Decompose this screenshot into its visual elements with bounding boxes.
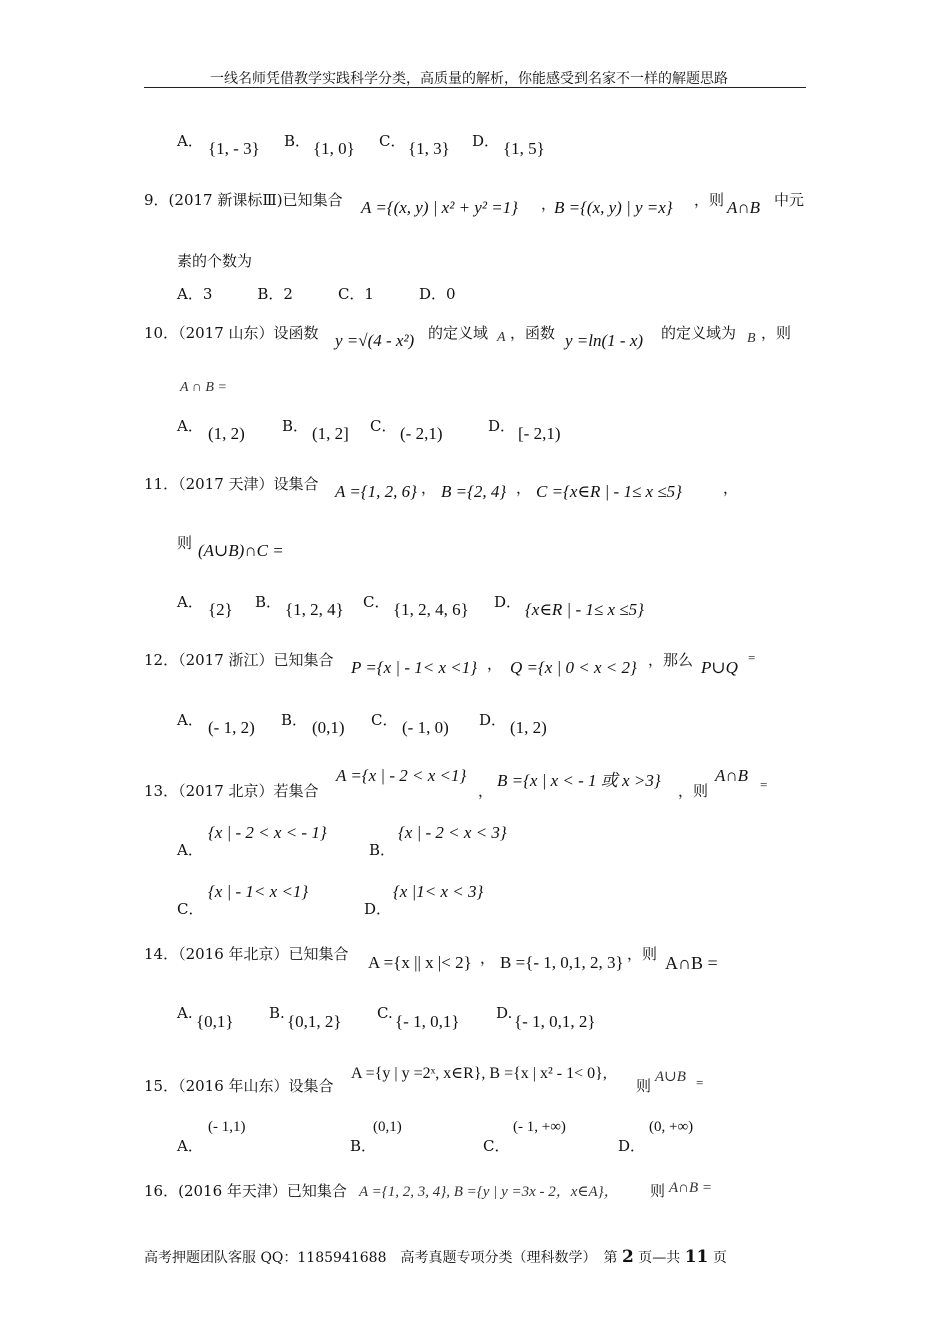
set-b-expr: B ={x | x < - 1 或 x >3} <box>497 771 661 790</box>
choice-a-label: A． <box>177 417 203 435</box>
equals-sign: = <box>760 777 768 792</box>
choice-c-value: {1, 3} <box>408 139 450 158</box>
question-stem: 11．（2017 天津）设集合 <box>144 475 319 493</box>
choice-b-label: B． <box>350 1137 377 1155</box>
choice-d-value: [- 2,1) <box>518 424 561 443</box>
choice-d-value: (0, +∞) <box>649 1119 694 1135</box>
then-text: 则 <box>177 534 193 552</box>
separator: ， <box>480 949 496 967</box>
choice-d-label: D． <box>488 417 516 435</box>
choice-c-value: {1, 2, 4, 6} <box>393 600 469 619</box>
choice-a-label: A． <box>177 711 203 729</box>
choice-d-value: {1, 5} <box>503 139 545 158</box>
choice-c-label: C． <box>379 132 406 150</box>
sets-expr: A ={y | y =2ˣ, x∈R}, B ={x | x² - 1< 0}, <box>351 1065 607 1082</box>
footer-page-number: 2 <box>621 1247 634 1267</box>
separator: ， <box>478 782 494 800</box>
question-ask: A∩B <box>715 766 749 785</box>
set-a-expr: A ={x | - 2 < x <1} <box>336 766 467 785</box>
stem-mid-2: ，函数 <box>510 324 556 342</box>
choice-a-value: {0,1} <box>196 1012 234 1031</box>
separator: ， <box>487 655 503 673</box>
choice-a-label: A． <box>177 132 203 150</box>
separator: ， <box>541 195 557 213</box>
choice-b-label: B． <box>284 132 311 150</box>
function-1-expr: y =√(4 - x²) <box>335 331 415 350</box>
stem-mid-3: 的定义域为 <box>661 324 737 342</box>
choice-a-value: (- 1, 2) <box>208 718 255 737</box>
choice-c-label: C． <box>371 711 398 729</box>
footer-end: 页 <box>712 1250 727 1266</box>
choice-b-value: {0,1, 2} <box>287 1012 342 1031</box>
footer-total-pages: 11 <box>684 1247 709 1267</box>
choice-a-label: A． <box>177 593 203 611</box>
choice-b-label: B. <box>269 1004 285 1022</box>
choice-b-value: (1, 2] <box>312 424 349 443</box>
stem-tail: 中元 <box>774 191 805 209</box>
choice-d-label: D． <box>618 1137 646 1155</box>
choice-a-label: A． <box>177 841 203 859</box>
choice-b-value: {1, 2, 4} <box>285 600 344 619</box>
function-2-expr: y =ln(1 - x) <box>565 331 644 350</box>
set-q-expr: Q ={x | 0 < x < 2} <box>510 658 637 677</box>
header-rule <box>144 87 806 88</box>
equals-sign: = <box>748 650 756 665</box>
choice-b-value: (0,1) <box>373 1119 402 1135</box>
choice-a-value: (1, 2) <box>208 424 245 443</box>
choice-c-label: C. <box>377 1004 393 1022</box>
set-a-expr: A ={x || x |< 2} <box>368 953 472 972</box>
page-footer <box>144 1247 727 1267</box>
then-text: ，则 <box>678 782 709 800</box>
choice-c-label: C． <box>370 417 397 435</box>
set-a-expr: A ={(x, y) | x² + y² =1} <box>361 198 518 217</box>
choice-a-value: (- 1,1) <box>208 1119 246 1135</box>
choice-c-label: C． <box>363 593 390 611</box>
choice-c-label: C． <box>483 1137 510 1155</box>
choice-d-value: {x∈R | - 1≤ x ≤5} <box>525 600 644 619</box>
choice-c-value: {x | - 1< x <1} <box>208 882 309 901</box>
choice-b-value: {1, 0} <box>313 139 355 158</box>
choice-d-value: {- 1, 0,1, 2} <box>514 1012 596 1031</box>
choice-c-value: (- 1, +∞) <box>513 1119 566 1135</box>
set-b-expr: B ={2, 4} <box>441 482 507 501</box>
stem-tail: ，则 <box>761 324 792 342</box>
then-text: 则 <box>636 1077 652 1095</box>
stem-mid-1: 的定义域 <box>428 324 489 342</box>
set-p-expr: P ={x | - 1< x <1} <box>351 658 478 677</box>
question-stem: 10．（2017 山东）设函数 <box>144 324 319 342</box>
intersection-expr: A∩B <box>727 198 761 217</box>
question-ask: (A∪B)∩C = <box>198 541 284 560</box>
question-stem: 15．（2016 年山东）设集合 <box>144 1077 334 1095</box>
question-stem: 12．（2017 浙江）已知集合 <box>144 651 334 669</box>
equals-sign: = <box>696 1075 704 1090</box>
footer-text: 高考押题团队客服 QQ：1185941688 高考真题专项分类（理科数学） 第 <box>144 1250 618 1266</box>
choice-d-value: {x |1< x < 3} <box>393 882 484 901</box>
separator: ， <box>516 479 532 497</box>
question-stem: 16．(2016 年天津）已知集合 <box>144 1182 347 1200</box>
choice-c-label: C． <box>177 900 204 918</box>
choice-d-label: D． <box>364 900 392 918</box>
set-b-expr: B ={(x, y) | y =x} <box>554 198 673 217</box>
set-c-expr: C ={x∈R | - 1≤ x ≤5} <box>536 482 682 501</box>
choice-d-label: D． <box>479 711 507 729</box>
footer-mid: 页—共 <box>638 1250 681 1266</box>
sets-expr: A ={1, 2, 3, 4}, B ={y | y =3x - 2，x∈A}， <box>359 1184 619 1200</box>
choice-b-label: B． <box>369 841 396 859</box>
set-a-expr: A ={1, 2, 6} <box>335 482 417 501</box>
choice-b-label: B． <box>282 417 309 435</box>
then-text: ，则 <box>694 191 725 209</box>
choice-b-value: {x | - 2 < x < 3} <box>398 823 507 842</box>
choice-b-value: (0,1) <box>312 718 345 737</box>
question-stem: 9．(2017 新课标Ⅲ)已知集合 <box>144 191 343 209</box>
then-text: ，那么 <box>648 651 694 669</box>
set-b-expr: B ={- 1, 0,1, 2, 3} <box>500 953 624 972</box>
var-b: B <box>747 331 756 346</box>
choice-a-value: {1, - 3} <box>208 139 260 158</box>
question-stem: 14．（2016 年北京）已知集合 <box>144 945 349 963</box>
then-text: ，则 <box>627 945 658 963</box>
choice-d-label: D. <box>496 1004 513 1022</box>
choice-a-value: {2} <box>208 600 233 619</box>
var-a: A <box>497 330 506 345</box>
separator: ， <box>421 479 437 497</box>
choice-b-label: B． <box>255 593 282 611</box>
choice-d-label: D． <box>472 132 500 150</box>
question-ask: A ∩ B = <box>180 380 227 395</box>
choice-d-value: (1, 2) <box>510 718 547 737</box>
separator: ， <box>723 479 739 497</box>
choices-line: A．3 B．2 C．1 D．0 <box>177 285 456 303</box>
page-header: 一线名师凭借教学实践科学分类，高质量的解析，你能感受到名家不一样的解题思路 <box>210 71 728 87</box>
question-stem: 13．（2017 北京）若集合 <box>144 782 319 800</box>
choice-c-value: (- 1, 0) <box>402 718 449 737</box>
choice-c-value: (- 2,1) <box>400 424 443 443</box>
choice-a-value: {x | - 2 < x < - 1} <box>208 823 327 842</box>
choice-a-label: A. <box>177 1004 193 1022</box>
choice-d-label: D． <box>494 593 522 611</box>
then-text: 则 <box>650 1182 666 1200</box>
question-ask: A∪B <box>655 1069 686 1085</box>
stem-line-2: 素的个数为 <box>177 252 253 270</box>
question-ask: A∩B = <box>665 953 718 973</box>
choice-c-value: {- 1, 0,1} <box>395 1012 460 1031</box>
question-ask: P∪Q <box>701 658 738 677</box>
choice-a-label: A． <box>177 1137 203 1155</box>
question-ask: A∩B = <box>669 1180 713 1196</box>
choice-b-label: B． <box>281 711 308 729</box>
